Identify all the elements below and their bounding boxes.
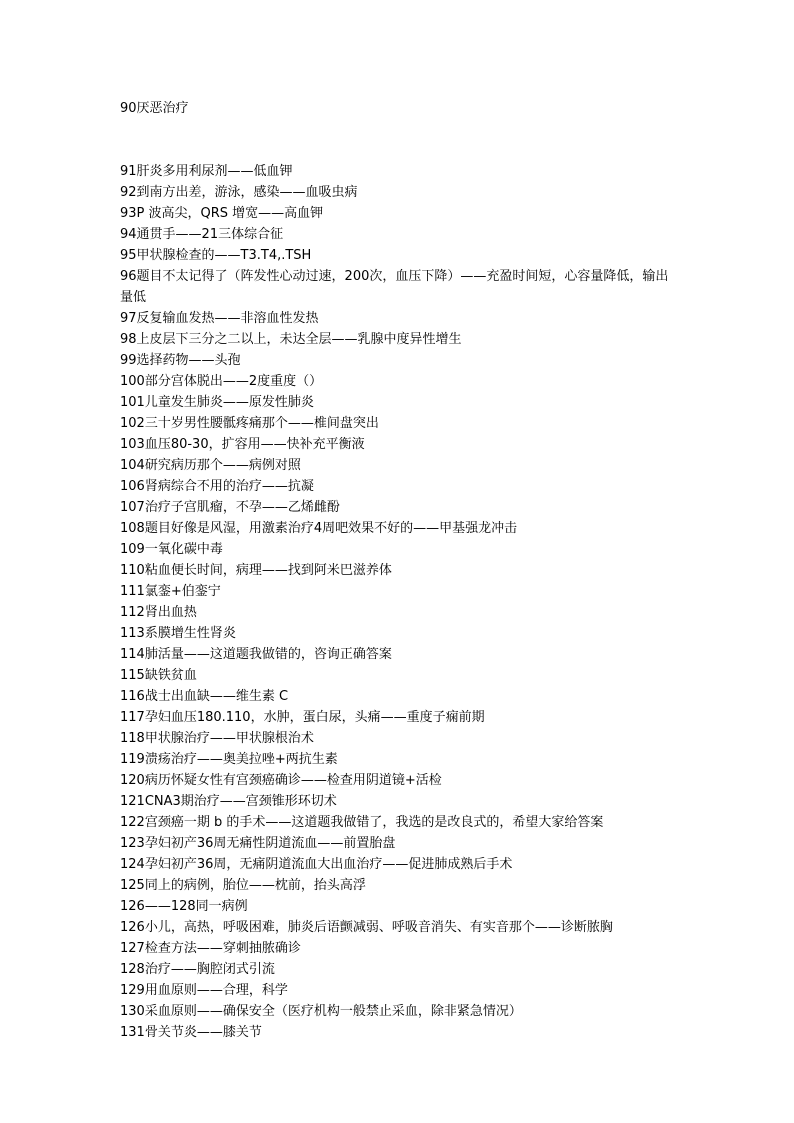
list-item: 113系膜增生性肾炎: [120, 626, 236, 641]
list-item: 116战士出血缺——维生素 C: [120, 689, 289, 704]
list-item: 125同上的病例，胎位——枕前，抬头高浮: [120, 878, 366, 893]
list-item: 126小儿，高热，呼吸困难，肺炎后语颤减弱、呼吸音消失、有实音那个——诊断脓胸: [120, 920, 613, 935]
list-item: 123孕妇初产36周无痛性阴道流血——前置胎盘: [120, 836, 396, 851]
document-body: [120, 98, 680, 1043]
list-item: 121CNA3期治疗——宫颈锥形环切术: [120, 794, 337, 809]
section-heading: 90厌恶治疗: [120, 101, 189, 116]
list-item: 119溃疡治疗——奥美拉唑+两抗生素: [120, 752, 338, 767]
list-item: 128治疗——胸腔闭式引流: [120, 962, 275, 977]
list-item: 111氯銮+伯銮宁: [120, 584, 221, 599]
list-item: 102三十岁男性腰骶疼痛那个——椎间盘突出: [120, 416, 379, 431]
list-item: 127检查方法——穿刺抽脓确诊: [120, 941, 301, 956]
list-item: 126——128同一病例: [120, 899, 248, 914]
list-item: 108题目好像是风湿，用激素治疗4周吧效果不好的——甲基强龙冲击: [120, 521, 518, 536]
list-item: 129用血原则——合理，科学: [120, 983, 288, 998]
list-item: 98上皮层下三分之二以上，未达全层——乳腺中度异性增生: [120, 332, 462, 347]
list-item: 122宫颈癌一期 b 的手术——这道题我做错了，我选的是改良式的，希望大家给答案: [120, 815, 604, 830]
list-item: 117孕妇血压180.110，水肿，蛋白尿，头痛——重度子痫前期: [120, 710, 485, 725]
list-item: 110粘血便长时间，病理——找到阿米巴滋养体: [120, 563, 392, 578]
list-item: 124孕妇初产36周，无痛阴道流血大出血治疗——促进肺成熟后手术: [120, 857, 513, 872]
list-item: 130采血原则——确保安全（医疗机构一般禁止采血，除非紧急情况）: [120, 1004, 522, 1019]
blank-line: [120, 119, 680, 140]
list-item: 96题目不太记得了（阵发性心动过速，200次，血压下降）——充盈时间短，心容量降低，输出量低: [120, 269, 669, 305]
list-item: 109一氧化碳中毒: [120, 542, 223, 557]
blank-line: [120, 140, 680, 161]
list-item: 103血压80-30，扩容用——快补充平衡液: [120, 437, 365, 452]
list-item: 118甲状腺治疗——甲状腺根治术: [120, 731, 314, 746]
list-item: 97反复输血发热——非溶血性发热: [120, 311, 319, 326]
list-item: 112肾出血热: [120, 605, 197, 620]
list-item: 92到南方出差，游泳，感染——血吸虫病: [120, 185, 358, 200]
list-item: 107治疗子宫肌瘤，不孕——乙烯雌酚: [120, 500, 340, 515]
list-item: 106肾病综合不用的治疗——抗凝: [120, 479, 314, 494]
list-item: 115缺铁贫血: [120, 668, 197, 683]
list-item: 114肺活量——这道题我做错的，咨询正确答案: [120, 647, 392, 662]
list-item: 104研究病历那个——病例对照: [120, 458, 301, 473]
list-item: 100部分宫体脱出——2度重度（）: [120, 374, 323, 389]
list-item: 93P 波高尖，QRS 增宽——高血钾: [120, 206, 324, 221]
list-item: 91肝炎多用利尿剂——低血钾: [120, 164, 293, 179]
list-item: 131骨关节炎——膝关节: [120, 1025, 262, 1040]
list-item: 94通贯手——21三体综合征: [120, 227, 284, 242]
list-item: 120病历怀疑女性有宫颈癌确诊——检查用阴道镜+活检: [120, 773, 442, 788]
list-item: 101儿童发生肺炎——原发性肺炎: [120, 395, 314, 410]
list-item: 95甲状腺检查的——T3.T4,.TSH: [120, 248, 312, 263]
list-item: 99选择药物——头孢: [120, 353, 241, 368]
